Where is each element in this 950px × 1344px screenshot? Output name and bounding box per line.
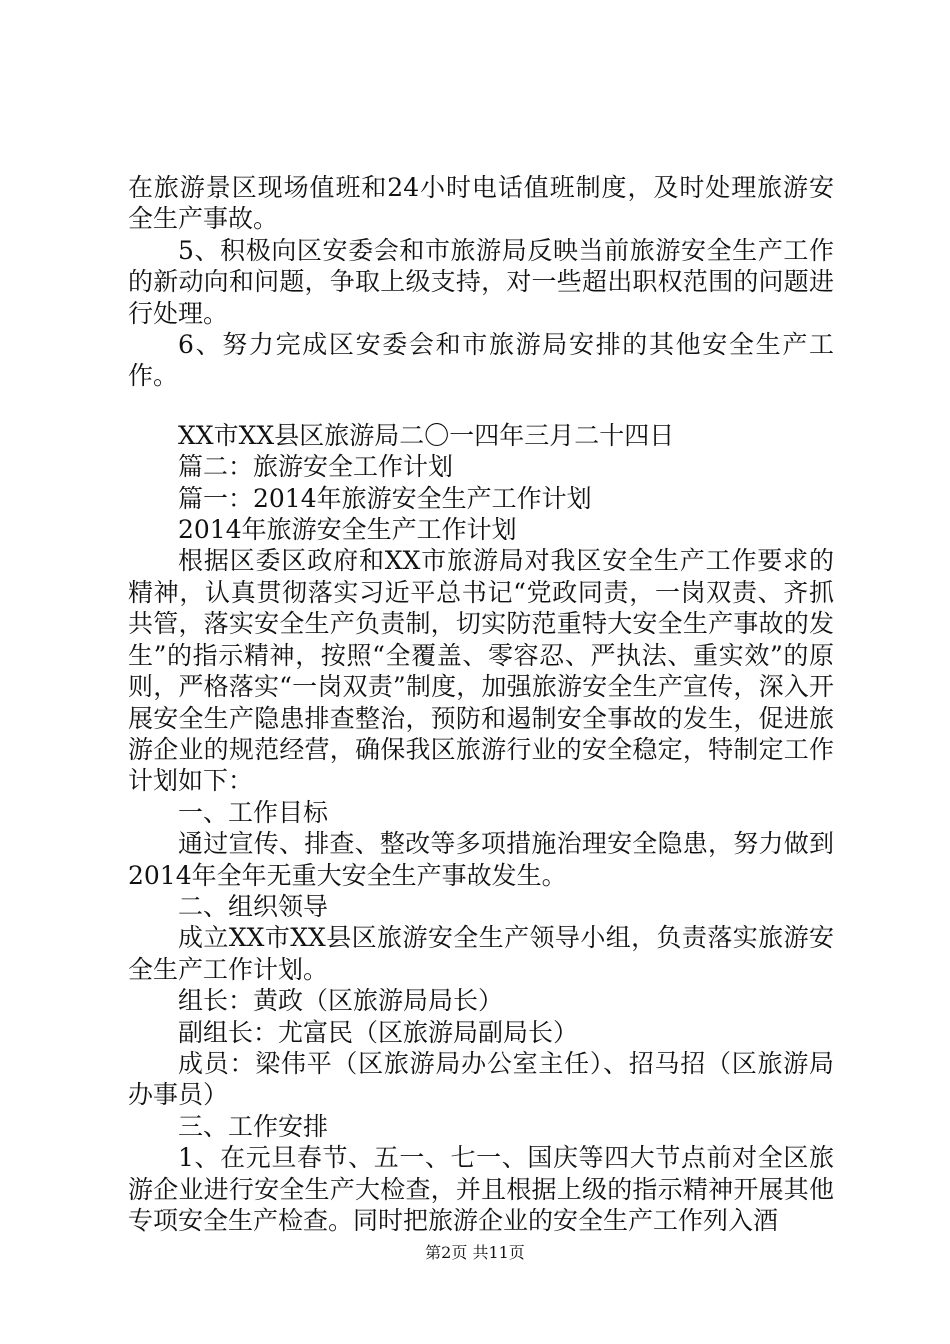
paragraph: 2014年旅游安全生产工作计划 bbox=[178, 515, 517, 545]
paragraph: 二、组织领导 bbox=[178, 891, 329, 921]
paragraph: 副组长：尤富民（区旅游局副局长） bbox=[178, 1017, 579, 1047]
paragraph: 篇一：2014年旅游安全生产工作计划 bbox=[178, 483, 592, 513]
document-body bbox=[128, 172, 834, 1236]
paragraph: 成员：梁伟平（区旅游局办公室主任）、招马招（区旅游局办事员） bbox=[128, 1048, 834, 1110]
paragraph: 三、工作安排 bbox=[178, 1111, 329, 1141]
paragraph: 5、积极向区安委会和市旅游局反映当前旅游安全生产工作的新动向和问题，争取上级支持，对一些超出职权范围的问题进行处理。 bbox=[128, 235, 834, 328]
paragraph: 1、在元旦春节、五一、七一、国庆等四大节点前对全区旅游企业进行安全生产大检查，并且根据上级的指示精神开展其他专项安全生产检查。同时把旅游企业的安全生产工作列入酒 bbox=[128, 1143, 834, 1235]
paragraph-gap bbox=[128, 392, 834, 420]
paragraph: 通过宣传、排查、整改等多项措施治理安全隐患，努力做到2014年全年无重大安全生产事故发生。 bbox=[128, 829, 834, 890]
paragraph: 篇二：旅游安全工作计划 bbox=[178, 452, 454, 482]
paragraph: 6、努力完成区安委会和市旅游局安排的其他安全生产工作。 bbox=[128, 330, 834, 391]
page-footer: 第2页 共11页 bbox=[425, 1243, 525, 1262]
paragraph: 一、工作目标 bbox=[178, 797, 329, 827]
paragraph: 组长：黄政（区旅游局局长） bbox=[178, 986, 504, 1016]
paragraph: 在旅游景区现场值班和24小时电话值班制度，及时处理旅游安全生产事故。 bbox=[128, 173, 834, 234]
paragraph: XX市XX县区旅游局二〇一四年三月二十四日 bbox=[178, 420, 675, 450]
paragraph: 根据区委区政府和XX市旅游局对我区安全生产工作要求的精神，认真贯彻落实习近平总书记“党政同责，一岗双责、齐抓共管，落实安全生产负责制，切实防范重特大安全生产事故的发生”的指示精神，按照“全覆盖、零容忍、严执法、重实效”的原则，严格落实“一岗双责”制度，加强旅游安全生产宣传，深入开展安全生产隐患排查整治，预防和遏制安全事故的发生，促进旅游企业的规范经营，确保我区旅游行业的安全稳定，特制定工作计划如下： bbox=[128, 546, 834, 796]
paragraph: 成立XX市XX县区旅游安全生产领导小组，负责落实旅游安全生产工作计划。 bbox=[128, 923, 834, 984]
